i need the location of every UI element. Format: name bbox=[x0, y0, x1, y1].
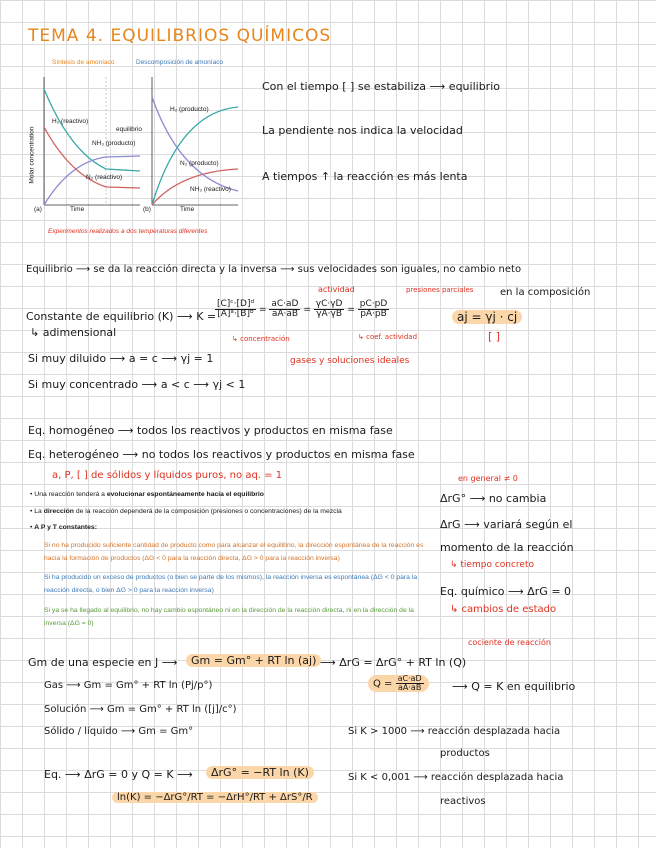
solidos-note: a, P, [ ] de sólidos y líquidos puros, no aq. = 1 bbox=[52, 470, 283, 481]
cambios-estado-note: ↳ cambios de estado bbox=[450, 604, 557, 615]
axis-x-right: Time bbox=[180, 206, 195, 213]
bullet-item: • A P y T constantes: bbox=[30, 524, 97, 532]
solido-line: Sólido / líquido ⟶ Gm = Gm° bbox=[44, 726, 194, 737]
gm-label: Gm de una especie en J ⟶ bbox=[28, 656, 178, 669]
actividad-note: actividad bbox=[318, 285, 355, 294]
equilibrio-definition: Equilibrio ⟶ se da la reacción directa y la inversa ⟶ sus velocidades son iguales, no cambio neto bbox=[26, 264, 522, 275]
constante-label: Constante de equilibrio (K) ⟶ K = bbox=[26, 310, 217, 323]
label-nh3-reactivo: NH₃ (reactivo) bbox=[190, 186, 231, 193]
momento-note: momento de la reacción bbox=[440, 541, 574, 554]
axis-x-left: Time bbox=[70, 206, 85, 213]
drg0-note: ΔrG° ⟶ no cambia bbox=[440, 492, 547, 505]
panel-b-label: (b) bbox=[143, 206, 151, 213]
drg-equation: ⟶ ΔrG = ΔrG° + RT ln (Q) bbox=[320, 656, 467, 669]
equilibrio-definition-cont: en la composición bbox=[500, 287, 591, 298]
gas-line: Gas ⟶ Gm = Gm° + RT ln (Pj/p°) bbox=[44, 680, 213, 691]
label-n2-reactivo: N₂ (reactivo) bbox=[86, 174, 123, 181]
label-h2-reactivo: H₂ (reactivo) bbox=[52, 118, 89, 125]
tiempo-concreto-note: ↳ tiempo concreto bbox=[450, 560, 534, 570]
drg0-rtlnk: ΔrG° = −RT ln (K) bbox=[206, 766, 314, 779]
cociente-note: cociente de reacción bbox=[468, 638, 551, 647]
concentracion-note: ↳ concentración bbox=[232, 335, 290, 343]
note-tiempos: A tiempos ↑ la reacción es más lenta bbox=[262, 170, 468, 183]
label-h2-producto: H₂ (producto) bbox=[170, 106, 209, 113]
bullet-list bbox=[30, 490, 430, 631]
label-equilibrio: equilibrio bbox=[116, 126, 143, 133]
eq-quimico-note: Eq. químico ⟶ ΔrG = 0 bbox=[440, 585, 572, 598]
page-title: TEMA 4. EQUILIBRIOS QUÍMICOS bbox=[28, 26, 332, 46]
reaction-figure bbox=[30, 55, 242, 240]
sub-bullet-equilibrium: Si ya se ha llegado al equilibrio, no hay cambio espontáneo ni en la dirección de la reacción directa, ni en la dirección de la inversa (ΔG = 0) bbox=[44, 607, 414, 628]
concentrado-line: Si muy concentrado ⟶ a < c ⟶ γj < 1 bbox=[28, 378, 246, 391]
adimensional-note: ↳ adimensional bbox=[30, 326, 117, 339]
figure-left-title: Síntesis de amoníaco bbox=[52, 59, 115, 66]
heterogeneo-line: Eq. heterogéneo ⟶ no todos los reactivos y productos en misma fase bbox=[28, 448, 415, 461]
axis-y-label: Molar concentration bbox=[28, 126, 36, 184]
productos-word: productos bbox=[440, 748, 490, 759]
reactivos-word: reactivos bbox=[440, 796, 486, 807]
bracket-note: [ ] bbox=[488, 330, 501, 343]
eq-line: Eq. ⟶ ΔrG = 0 y Q = K ⟶ bbox=[44, 768, 193, 781]
drg-note: ΔrG ⟶ variará según el bbox=[440, 518, 573, 531]
gm-equation: Gm = Gm° + RT ln (aj) bbox=[186, 654, 321, 667]
coef-actividad-note: ↳ coef. actividad bbox=[358, 333, 418, 341]
bullet-item: • La dirección de la reacción dependerá de la composición (presiones o concentraciones) de la mezcla bbox=[30, 507, 342, 515]
sub-bullet-forward: Si no ha producido suficiente cantidad de producto como para alcanzar el equilibrio, la dirección espontánea de la reacción es hacia la formación de productos (ΔG < 0 para la reacción directa, ΔG > 0 para la reacción inversa) bbox=[44, 541, 424, 562]
label-nh3-producto: NH₃ (producto) bbox=[92, 140, 136, 147]
sub-bullet-reverse: Si ha producido un exceso de productos (o bien se parte de los mismos), la reacción inversa es espontánea (ΔG < 0 para la reacción directa, o bien ΔG > 0 para la reacción inversa) bbox=[44, 574, 418, 595]
figure-right-title: Descomposición de amoníaco bbox=[136, 59, 224, 66]
note-estabiliza: Con el tiempo [ ] se estabiliza ⟶ equilibrio bbox=[262, 80, 500, 93]
activity-formula: aj = γj · cj bbox=[452, 310, 522, 324]
homogeneo-line: Eq. homogéneo ⟶ todos los reactivos y productos en misma fase bbox=[28, 424, 393, 437]
figure-caption: Experimentos realizados a dos temperaturas diferentes bbox=[48, 228, 208, 235]
solucion-line: Solución ⟶ Gm = Gm° + RT ln ([j]/c°) bbox=[44, 704, 237, 715]
k-small-line: Si K < 0,001 ⟶ reacción desplazada hacia bbox=[348, 772, 564, 783]
gases-ideales-note: gases y soluciones ideales bbox=[290, 356, 410, 366]
note-pendiente: La pendiente nos indica la velocidad bbox=[262, 124, 463, 137]
k-concentration-fraction: $\frac{\text{[C]ᶜ·[D]ᵈ}}{\text{[A]ᵃ·[B]ᵇ}}$ = $\frac{aC\cdot aD}{aA\cdot aB}$ = $\frac{\gamma C\cdot\gamma D}{\gamma A\cdot\gamma B}$ = $\frac{pC\cdot pD}{pA\cdot pB}$ bbox=[217, 299, 388, 319]
presiones-note: presiones parciales bbox=[406, 286, 474, 294]
panel-a-label: (a) bbox=[34, 206, 42, 213]
en-general-note: en general ≠ 0 bbox=[458, 474, 518, 483]
concentration-plot bbox=[30, 67, 242, 237]
q-equals-k: ⟶ Q = K en equilibrio bbox=[452, 680, 576, 693]
diluido-line: Si muy diluido ⟶ a = c ⟶ γj = 1 bbox=[28, 352, 214, 365]
label-n2-producto: N₂ (producto) bbox=[180, 160, 219, 167]
q-definition: Q = $\frac{aC\cdot aD}{aA\cdot aB}$ bbox=[368, 675, 429, 692]
lnk-equation: ln(K) = −ΔrG°/RT = −ΔrH°/RT + ΔrS°/R bbox=[112, 792, 318, 803]
k-big-line: Si K > 1000 ⟶ reacción desplazada hacia bbox=[348, 726, 561, 737]
bullet-item: • Una reacción tenderá a evolucionar espontáneamente hacia el equilibrio bbox=[30, 491, 264, 498]
